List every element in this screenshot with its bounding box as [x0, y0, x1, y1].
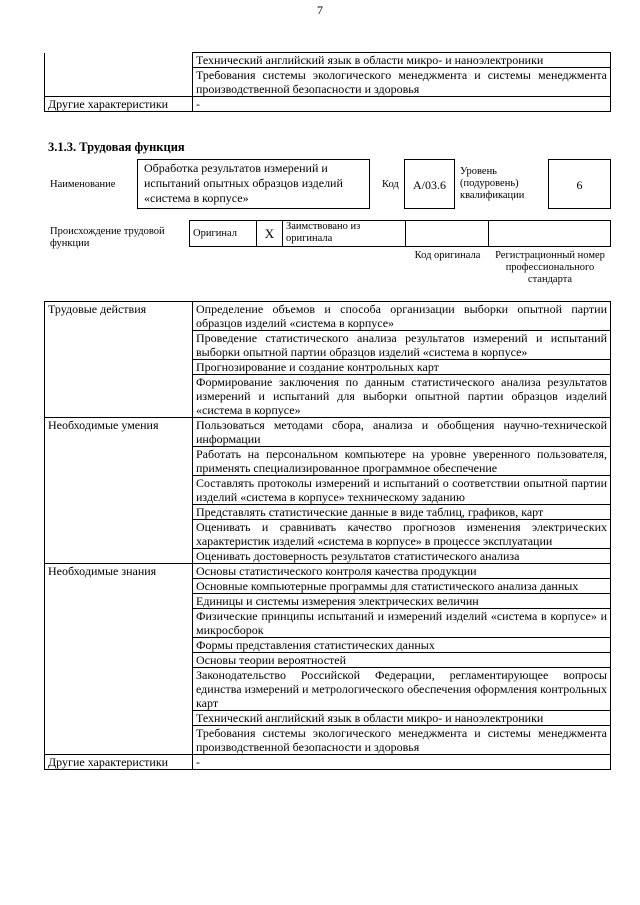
table-cell: Работать на персональном компьютере на уровне уверенного пользователя, применять специализированное программное обеспечение: [193, 447, 611, 476]
code-label: Код: [382, 179, 399, 190]
main-table: [44, 301, 611, 770]
other-label: Другие характеристики: [45, 755, 193, 770]
code-value-box: [404, 159, 455, 209]
level-label: Уровень (подуровень) квалификации: [460, 166, 525, 201]
original-mark: X: [257, 221, 283, 247]
table-row: [45, 302, 611, 331]
table-cell: Основы статистического контроля качества продукции: [193, 564, 611, 579]
origin-table: [189, 220, 611, 247]
original-code-cell: [406, 221, 489, 247]
table-cell: Формы представления статистических данных: [193, 638, 611, 653]
label-cell: [45, 53, 193, 97]
table-row: [190, 221, 611, 247]
table-cell: Технический английский язык в области микро- и наноэлектроники: [193, 53, 611, 68]
top-table: [44, 52, 611, 112]
table-row: [45, 97, 611, 112]
name-value: Обработка результатов измерений и испытаний опытных образцов изделий «система в корпусе»: [144, 161, 343, 205]
table-cell: Законодательство Российской Федерации, регламентирующее вопросы единства измерений и метрологического обеспечения оформления контрольных карт: [193, 668, 611, 711]
table-cell: Требования системы экологического менеджмента и системы менеджмента производственной безопасности и здоровья: [193, 68, 611, 97]
table-row: [45, 53, 611, 68]
table-row: [45, 564, 611, 579]
page-number: 7: [317, 3, 323, 17]
table-cell: Формирование заключения по данным статистического анализа результатов измерений и испытаний для выборки опытной партии образцов изделий «система в корпусе»: [193, 375, 611, 418]
reg-caption: Регистрационный номер профессионального стандарта: [495, 250, 605, 285]
table-cell: Технический английский язык в области микро- и наноэлектроники: [193, 711, 611, 726]
section-title: 3.1.3. Трудовая функция: [48, 140, 185, 154]
name-label: Наименование: [50, 179, 116, 190]
table-cell: Прогнозирование и создание контрольных карт: [193, 360, 611, 375]
name-value-box: [137, 159, 370, 209]
code-caption: Код оригинала: [414, 250, 481, 261]
knowledge-label: Необходимые знания: [45, 564, 193, 755]
table-row: [45, 418, 611, 447]
table-cell: Единицы и системы измерения электрических величин: [193, 594, 611, 609]
table-cell: Пользоваться методами сбора, анализа и обобщения научно-технической информации: [193, 418, 611, 447]
original-label: Оригинал: [190, 221, 257, 247]
code-value: A/03.6: [413, 178, 446, 192]
level-value-box: [548, 159, 611, 209]
skills-label: Необходимые умения: [45, 418, 193, 564]
table-cell: Оценивать и сравнивать качество прогнозов изменения электрических характеристик изделий «система в корпусе» в процессе эксплуатации: [193, 520, 611, 549]
origin-label: Происхождение трудовой функции: [50, 226, 165, 249]
other-value: -: [193, 97, 611, 112]
labor-actions-label: Трудовые действия: [45, 302, 193, 418]
table-cell: Проведение статистического анализа результатов измерений и испытаний выборки опытной партии образцов изделий «система в корпусе»: [193, 331, 611, 360]
borrowed-label: Заимствовано из оригинала: [283, 221, 406, 247]
table-cell: Требования системы экологического менеджмента и системы менеджмента производственной безопасности и здоровья: [193, 726, 611, 755]
table-cell: Составлять протоколы измерений и испытаний о соответствии опытной партии изделий «система в корпусе» техническому заданию: [193, 476, 611, 505]
other-value: -: [193, 755, 611, 770]
table-cell: Оценивать достоверность результатов статистического анализа: [193, 549, 611, 564]
other-label: Другие характеристики: [45, 97, 193, 112]
table-cell: Основы теории вероятностей: [193, 653, 611, 668]
level-value: 6: [576, 178, 583, 192]
table-cell: Определение объемов и способа организации выборки опытной партии образцов изделий «система в корпусе»: [193, 302, 611, 331]
table-row: [45, 755, 611, 770]
table-cell: Представлять статистические данные в виде таблиц, графиков, карт: [193, 505, 611, 520]
table-cell: Физические принципы испытаний и измерений изделий «система в корпусе» и микросборок: [193, 609, 611, 638]
reg-number-cell: [489, 221, 611, 247]
table-cell: Основные компьютерные программы для статистического анализа данных: [193, 579, 611, 594]
